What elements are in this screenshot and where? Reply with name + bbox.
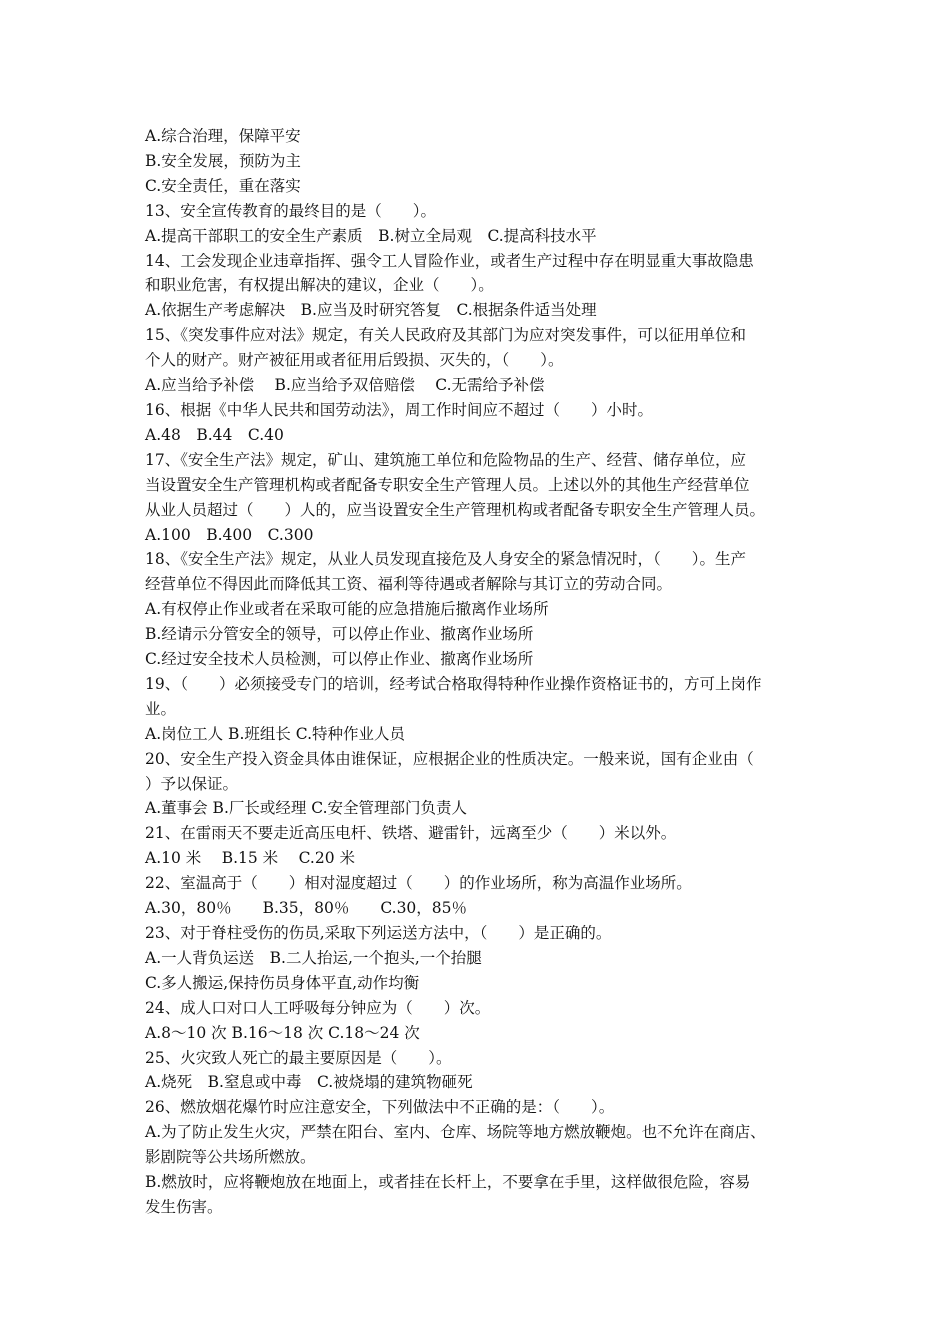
- options-17: A.100 B.400 C.300: [145, 525, 314, 544]
- option-23-c: C.多人搬运,保持伤员身体平直,动作均衡: [145, 973, 420, 992]
- options-20: A.董事会 B.厂长或经理 C.安全管理部门负责人: [145, 799, 468, 818]
- options-15: A.应当给予补偿 B.应当给予双倍赔偿 C.无需给予补偿: [145, 376, 545, 395]
- question-20-cont: ）予以保证。: [145, 774, 239, 793]
- option-18-a: A.有权停止作业或者在采取可能的应急措施后撤离作业场所: [145, 600, 549, 619]
- options-25: A.烧死 B.窒息或中毒 C.被烧塌的建筑物砸死: [145, 1073, 473, 1092]
- question-19: 19、（ ）必须接受专门的培训，经考试合格取得特种作业操作资格证书的，方可上岗作: [145, 674, 762, 693]
- question-24: 24、成人口对口人工呼吸每分钟应为（ ）次。: [145, 998, 491, 1017]
- question-15: 15、《突发事件应对法》规定，有关人民政府及其部门为应对突发事件，可以征用单位和: [145, 326, 746, 345]
- question-22: 22、室温高于（ ）相对湿度超过（ ）的作业场所，称为高温作业场所。: [145, 874, 692, 893]
- option-26-a-cont: 影剧院等公共场所燃放。: [145, 1148, 316, 1167]
- question-23: 23、对于脊柱受伤的伤员,采取下列运送方法中，（ ）是正确的。: [145, 924, 612, 942]
- options-14: A.依据生产考虑解决 B.应当及时研究答复 C.根据条件适当处理: [145, 301, 597, 320]
- option-18-b: B.经请示分管安全的领导，可以停止作业、撤离作业场所: [145, 625, 534, 644]
- text-line: B.安全发展，预防为主: [145, 151, 301, 170]
- option-26-b: B.燃放时，应将鞭炮放在地面上，或者挂在长杆上，不要拿在手里，这样做很危险，容易: [145, 1173, 751, 1192]
- options-19: A.岗位工人 B.班组长 C.特种作业人员: [145, 724, 406, 743]
- question-21: 21、在雷雨天不要走近高压电杆、铁塔、避雷针，远离至少（ ）米以外。: [145, 824, 677, 843]
- options-24: A.8～10 次 B.16～18 次 C.18～24 次: [145, 1023, 420, 1042]
- option-18-c: C.经过安全技术人员检测，可以停止作业、撤离作业场所: [145, 650, 534, 669]
- question-20: 20、安全生产投入资金具体由谁保证，应根据企业的性质决定。一般来说，国有企业由（: [145, 749, 754, 768]
- question-13: 13、安全宣传教育的最终目的是（ ）。: [145, 201, 436, 220]
- question-16: 16、根据《中华人民共和国劳动法》，周工作时间应不超过（ ）小时。: [145, 400, 653, 419]
- question-15-cont: 个人的财产。财产被征用或者征用后毁损、灭失的，（ ）。: [145, 351, 564, 370]
- document-page: [145, 124, 813, 1220]
- question-18: 18、《安全生产法》规定，从业人员发现直接危及人身安全的紧急情况时，（ ）。生产: [145, 550, 746, 569]
- question-25: 25、火灾致人死亡的最主要原因是（ ）。: [145, 1048, 452, 1067]
- question-18-cont: 经营单位不得因此而降低其工资、福利等待遇或者解除与其订立的劳动合同。: [145, 575, 673, 594]
- option-26-a: A.为了防止发生火灾，严禁在阳台、室内、仓库、场院等地方燃放鞭炮。也不允许在商店、: [145, 1123, 766, 1142]
- options-21: A.10 米 B.15 米 C.20 米: [145, 849, 355, 868]
- options-16: A.48 B.44 C.40: [145, 425, 284, 444]
- question-17: 17、《安全生产法》规定，矿山、建筑施工单位和危险物品的生产、经营、储存单位，应: [145, 450, 746, 469]
- question-17-cont: 从业人员超过（ ）人的，应当设置安全生产管理机构或者配备专职安全生产管理人员。: [145, 500, 766, 519]
- option-26-b-cont: 发生伤害。: [145, 1197, 223, 1216]
- options-23-ab: A.一人背负运送 B.二人抬运,一个抱头,一个抬腿: [145, 948, 482, 967]
- question-26: 26、燃放烟花爆竹时应注意安全，下列做法中不正确的是：（ ）。: [145, 1098, 615, 1117]
- options-22: A.30，80％ B.35，80％ C.30，85％: [145, 899, 468, 918]
- question-14: 14、工会发现企业违章指挥、强令工人冒险作业，或者生产过程中存在明显重大事故隐患: [145, 251, 754, 270]
- question-17-cont: 当设置安全生产管理机构或者配备专职安全生产管理人员。上述以外的其他生产经营单位: [145, 475, 750, 494]
- text-line: A.综合治理，保障平安: [145, 127, 301, 145]
- question-19-cont: 业。: [145, 699, 177, 718]
- options-13: A.提高干部职工的安全生产素质 B.树立全局观 C.提高科技水平: [145, 226, 597, 245]
- text-line: C.安全责任，重在落实: [145, 176, 301, 195]
- question-14-cont: 和职业危害，有权提出解决的建议，企业（ ）。: [145, 276, 494, 295]
